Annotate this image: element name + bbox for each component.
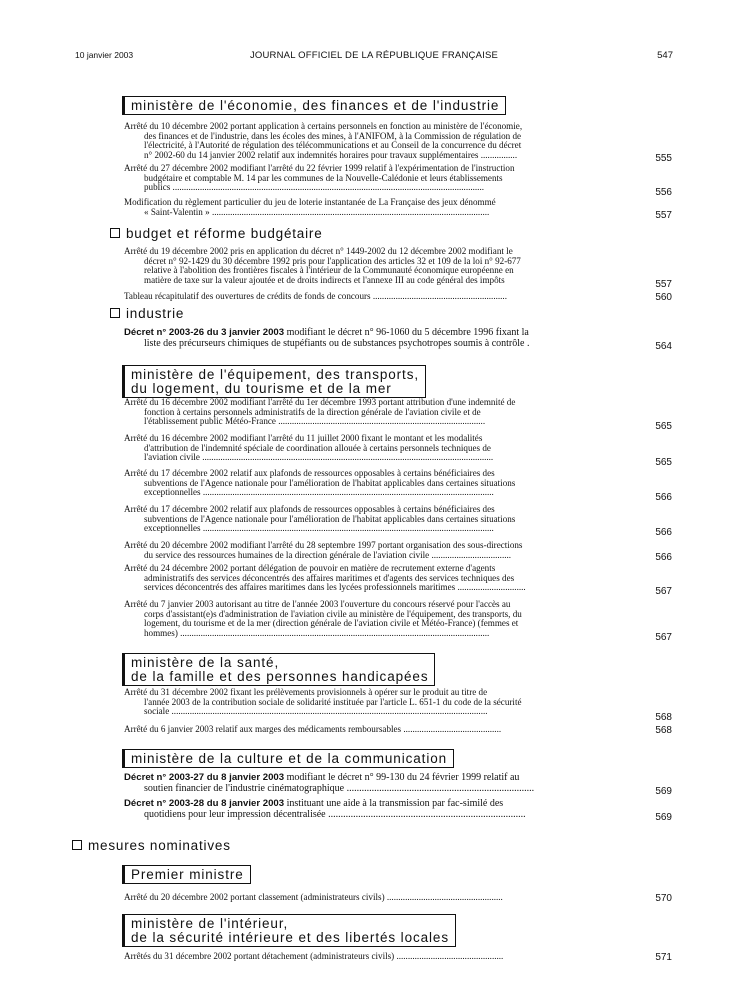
section-equipement-title: ministère de l'équipement, des transports, du logement, du tourisme et de la mer — [124, 365, 426, 398]
page-ref: 565 — [655, 457, 672, 468]
entry-economie-2[interactable]: Arrêté du 27 décembre 2002 modifiant l'arrêté du 22 février 1999 relatif à l'expérimentation de l'instruction budgétaire et comptable M. 14 par les communes de la Nouvelle-Calédonie et leurs établissements publics ......................................................................................................................................... — [124, 163, 515, 193]
entry-equipement-2[interactable]: Arrêté du 16 décembre 2002 modifiant l'arrêté du 11 juillet 2000 fixant le montant et les modalités d'attribution de l'indemnité spéciale de coordination allouée à certains personnels techniques de l'aviation civile ................................................................................................................................ — [124, 433, 494, 463]
entry-equipement-4[interactable]: Arrêté du 17 décembre 2002 relatif aux plafonds de ressources opposables à certains bénéficiaires des subventions de l'Agence nationale pour l'amélioration de l'habitat applicables dans certaines situations exceptionnelles ................................................................................................................................ — [124, 504, 516, 534]
page-ref: 566 — [655, 527, 672, 538]
entry-budget-1[interactable]: Arrêté du 19 décembre 2002 pris en application du décret n° 1449-2002 du 12 décembre 2002 modifiant le décret n° 92-1429 du 30 décembre 1992 pris pour l'application des articles 32 et 109 de la loi n° 92-677 relative à l'abolition des frontières fiscales à l'intérieur de la Communauté économique européenne en matière de taxe sur la valeur ajoutée et de droits indirects et l'annexe III au code général des impôts — [124, 246, 521, 285]
entry-economie-3[interactable]: Modification du règlement particulier du jeu de loterie instantanée de La Française des jeux dénommé « Saint-Valentin » .......................................................................................................................... — [124, 197, 496, 217]
page-ref: 557 — [655, 210, 672, 221]
page-ref: 568 — [655, 712, 672, 723]
section-culture-title: ministère de la culture et de la communication — [124, 749, 454, 768]
page-ref: 560 — [655, 292, 672, 303]
page-ref: 567 — [655, 632, 672, 643]
section-sante-title: ministère de la santé, de la famille et des personnes handicapées — [124, 653, 435, 686]
entry-budget-2[interactable]: Tableau récapitulatif des ouvertures de crédits de fonds de concours ........................................................... — [124, 291, 507, 301]
section-industrie-title: industrie — [110, 306, 184, 321]
page-ref: 567 — [655, 586, 672, 597]
checkbox-square-icon — [110, 308, 120, 318]
entry-culture-2[interactable]: Décret n° 2003-28 du 8 janvier 2003 instituant une aide à la transmission par fac-similé des quotidiens pour leur impression décentralisée ............................................................................... — [124, 798, 526, 820]
entry-sante-1[interactable]: Arrêté du 31 décembre 2002 fixant les prélèvements provisionnels à opérer sur le produit au titre de l'année 2003 de la contribution sociale de solidarité instituée par l'article L. 651-1 du code de la sécurité sociale ........................................................................................................................................... — [124, 687, 522, 717]
entry-equipement-6[interactable]: Arrêté du 24 décembre 2002 portant délégation de pouvoir en matière de recrutement externe d'agents administratifs des services déconcentrés des affaires maritimes et d'agents des services techniques des services déconcentrés des affaires maritimes dans les lycées professionnels maritimes .............................. — [124, 563, 526, 593]
entry-premier-1[interactable]: Arrêté du 20 décembre 2002 portant classement (administrateurs civils) ................................................... — [124, 892, 503, 902]
page-ref: 565 — [655, 421, 672, 432]
section-budget-title: budget et réforme budgétaire — [110, 226, 323, 241]
page-ref: 555 — [655, 153, 672, 164]
page-ref: 568 — [655, 725, 672, 736]
page-ref: 566 — [655, 552, 672, 563]
section-economie-title: ministère de l'économie, des finances et de l'industrie — [124, 96, 506, 115]
entry-industrie-1[interactable]: Décret n° 2003-26 du 3 janvier 2003 modifiant le décret n° 96-1060 du 5 décembre 1996 fixant la liste des précurseurs chimiques de stupéfiants ou de substances psychotropes soumis à contrôle . — [124, 327, 530, 349]
entry-equipement-3[interactable]: Arrêté du 17 décembre 2002 relatif aux plafonds de ressources opposables à certains bénéficiaires des subventions de l'Agence nationale pour l'amélioration de l'habitat applicables dans certaines situations exceptionnelles ................................................................................................................................ — [124, 468, 516, 498]
checkbox-square-icon — [110, 228, 120, 238]
page-ref: 564 — [655, 341, 672, 352]
page-ref: 566 — [655, 492, 672, 503]
page-ref: 571 — [655, 952, 672, 963]
issue-date: 10 janvier 2003 — [75, 50, 134, 60]
entry-culture-1[interactable]: Décret n° 2003-27 du 8 janvier 2003 modifiant le décret n° 99-130 du 24 février 1999 relatif au soutien financier de l'industrie cinématographique ........................................................................... — [124, 772, 535, 794]
section-interieur-title: ministère de l'intérieur, de la sécurité intérieure et des libertés locales — [124, 914, 456, 947]
section-mesures-title: mesures nominatives — [72, 838, 231, 853]
entry-equipement-7[interactable]: Arrêté du 7 janvier 2003 autorisant au titre de l'année 2003 l'ouverture du concours réservé pour l'accès au corps d'assistant(e)s d'administration de l'aviation civile au ministère de l'équipement, des transports, du logement, du tourisme et de la mer (direction générale de l'aviation civile et Météo-France) (femmes et hommes) ........................................................................................................................................ — [124, 599, 522, 638]
entry-sante-2[interactable]: Arrêté du 6 janvier 2003 relatif aux marges des médicaments remboursables ........................................... — [124, 724, 502, 734]
page-ref: 569 — [655, 786, 672, 797]
entry-equipement-1[interactable]: Arrêté du 16 décembre 2002 modifiant l'arrêté du 1er décembre 1993 portant attribution d'une indemnité de fonction à certains personnels administratifs de la direction générale de l'aviation civile et de l'établissement public Météo-France ........................................................................................... — [124, 397, 516, 427]
page-ref: 557 — [655, 279, 672, 290]
checkbox-square-icon — [72, 840, 82, 850]
running-header — [75, 50, 673, 64]
entry-interieur-1[interactable]: Arrêtés du 31 décembre 2002 portant détachement (administrateurs civils) ............................................... — [124, 951, 504, 961]
journal-title: JOURNAL OFFICIEL DE LA RÉPUBLIQUE FRANÇAISE — [249, 50, 499, 61]
page-ref: 569 — [655, 812, 672, 823]
page-number: 547 — [657, 50, 673, 61]
entry-equipement-5[interactable]: Arrêté du 20 décembre 2002 modifiant l'arrêté du 28 septembre 1997 portant organisation des sous-directions du service des ressources humaines de la direction générale de l'aviation civile ................................... — [124, 540, 523, 560]
page-ref: 556 — [655, 187, 672, 198]
page-ref: 570 — [655, 893, 672, 904]
section-premier-title: Premier ministre — [124, 865, 251, 884]
entry-economie-1[interactable]: Arrêté du 10 décembre 2002 portant application à certains personnels en fonction au ministère de l'économie, des finances et de l'industrie, dans les écoles des mines, à l'ANIFOM, à la Commission de régulation de l'électricité, à l'Autorité de régulation des télécommunications et au Conseil de la concurrence du décret n° 2002-60 du 14 janvier 2002 relatif aux indemnités horaires pour travaux supplémentaires ................ — [124, 121, 523, 160]
